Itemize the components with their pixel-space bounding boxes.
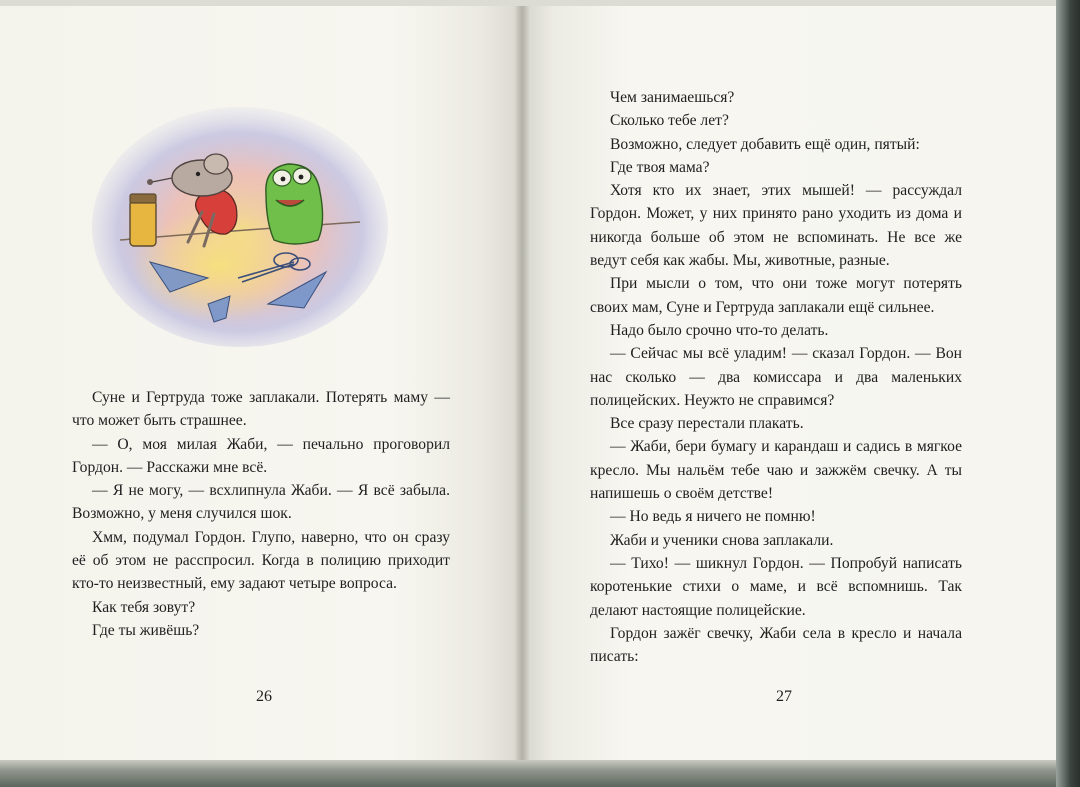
left-page-text: [72, 386, 450, 642]
paragraph: Надо было срочно что-то делать.: [610, 321, 829, 339]
paragraph: Чем занимаешься?: [610, 89, 735, 106]
paragraph: Где твоя мама?: [610, 158, 710, 176]
paragraph: Сколько тебе лет?: [610, 112, 729, 130]
paragraph: Все сразу перестали плакать.: [610, 415, 804, 433]
paragraph: Жаби и ученики снова заплакали.: [610, 531, 834, 549]
paragraph: Хмм, подумал Гордон. Глупо, наверно, что он сразу её об этом не расспросил. Когда в полицию приходит кто-то неизвестный, ему задают четыре вопроса.: [72, 528, 450, 593]
paragraph: — Но ведь я ничего не помню!: [610, 508, 816, 526]
paragraph: Возможно, следует добавить ещё один, пятый:: [610, 135, 920, 153]
paragraph: Где ты живёшь?: [92, 621, 200, 639]
mouse-and-frog-illustration: [90, 82, 390, 352]
book-cover-edge: [1056, 0, 1080, 787]
paragraph: Хотя кто их знает, этих мышей! — рассуждал Гордон. Может, у них принято рано уходить из дома и никогда больше об этом не вспоминать. Не все же ведут себя как жабы. Мы, животные, разные.: [590, 182, 962, 270]
paragraph: При мысли о том, что они тоже могут потерять своих мам, Суне и Гертруда заплакали ещё сильнее.: [590, 275, 962, 316]
paragraph: — Сейчас мы всё уладим! — сказал Гордон. — Вон нас сколько — два комиссара и два маленьких полицейских. Неужто не справимся?: [590, 345, 962, 409]
paragraph: Гордон зажёг свечку, Жаби села в кресло и начала писать:: [590, 624, 962, 666]
paragraph: — Тихо! — шикнул Гордон. — Попробуй написать коротенькие стихи о маме, и всё вспомнишь. Так делают настоящие полицейские.: [590, 554, 962, 619]
book-bottom-edge: [0, 760, 1080, 787]
book-gutter: [514, 6, 530, 760]
right-page-text: [590, 86, 962, 668]
paragraph: — Я не могу, — всхлипнула Жаби. — Я всё забыла. Возможно, у меня случился шок.: [72, 482, 450, 523]
page-number-left: 26: [256, 688, 272, 705]
page-number-right: 27: [776, 688, 792, 705]
paragraph: Как тебя зовут?: [92, 598, 196, 616]
paragraph: Суне и Гертруда тоже заплакали. Потерять маму — что может быть страшнее.: [72, 389, 450, 430]
paragraph: — Жаби, бери бумагу и карандаш и садись в мягкое кресло. Мы нальём тебе чаю и зажжём свечку. А ты напишешь о своём детстве!: [590, 438, 962, 503]
paragraph: — О, моя милая Жаби, — печально проговорил Гордон. — Расскажи мне всё.: [72, 435, 450, 476]
